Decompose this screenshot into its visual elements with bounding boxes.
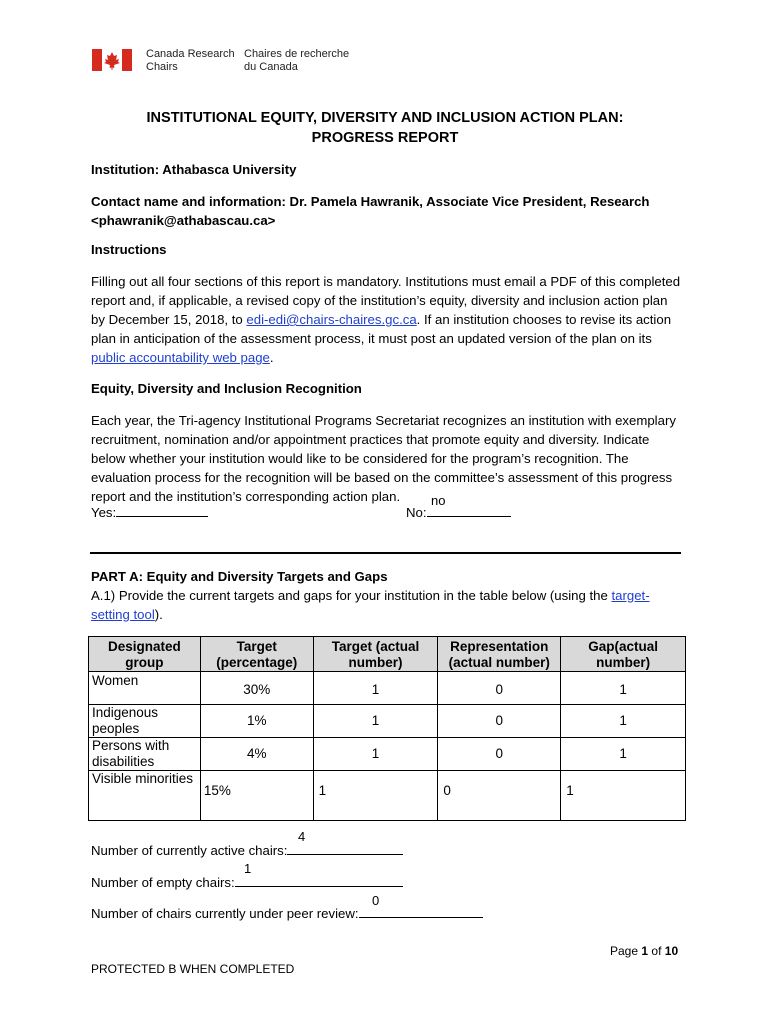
- cell-target-pct[interactable]: 15%: [200, 771, 313, 821]
- footer-classification: PROTECTED B WHEN COMPLETED: [91, 962, 295, 976]
- cell-target-pct[interactable]: 1%: [200, 705, 313, 738]
- part-a-instructions: A.1) Provide the current targets and gaps for your institution in the table below (using the target-setting tool).: [91, 588, 650, 622]
- header-target-number: Target (actual number): [313, 637, 438, 672]
- cell-group: Persons with disabilities: [89, 738, 201, 771]
- cell-gap[interactable]: 1: [561, 738, 686, 771]
- cell-target-pct[interactable]: 30%: [200, 672, 313, 705]
- peer-review-value: 0: [372, 893, 380, 908]
- no-answer-value: no: [431, 493, 446, 508]
- cell-representation[interactable]: 0: [438, 672, 561, 705]
- target-setting-tool-link[interactable]: target-setting tool: [91, 588, 650, 622]
- public-accountability-link[interactable]: public accountability web page: [91, 350, 270, 365]
- canada-flag-icon: [92, 49, 132, 71]
- yes-field[interactable]: Yes:: [91, 502, 208, 520]
- cell-gap[interactable]: 1: [561, 672, 686, 705]
- document-title: INSTITUTIONAL EQUITY, DIVERSITY AND INCLUSION ACTION PLAN: PROGRESS REPORT: [146, 110, 624, 146]
- recognition-paragraph: Each year, the Tri-agency Institutional Programs Secretariat recognizes an institution with exemplary recruitment, nomination and/or appointment practices that promote equity and diversity. Indicate below whether your institution would like to be considered for the program’s recognition. The evaluation process for the recognition will be based on the committee’s assessment of this progress report and the institution’s corresponding action plan.: [91, 413, 676, 504]
- active-chairs-value: 4: [298, 829, 306, 844]
- empty-chairs-value: 1: [244, 861, 252, 876]
- header-representation: Representation (actual number): [438, 637, 561, 672]
- table-row: [89, 672, 686, 705]
- instructions-paragraph: Filling out all four sections of this report is mandatory. Institutions must email a PDF of this completed report and, if applicable, a revised copy of the institution’s equity, diversity and inclusion action plan by December 15, 2018, to edi-edi@chairs-chaires.gc.ca. If an institution chooses to revise its action plan in anticipation of the assessment process, it must post an updated version of the plan on its public accountability web page.: [91, 274, 681, 365]
- logo-text-french: Chaires de recherche du Canada: [244, 48, 350, 73]
- contact-line: Contact name and information: Dr. Pamela Hawranik, Associate Vice President, Research <phawranik@athabascau.ca>: [91, 194, 650, 228]
- institution-line: Institution: Athabasca University: [91, 162, 297, 177]
- header-designated-group: Designated group: [89, 637, 201, 672]
- email-link[interactable]: edi-edi@chairs-chaires.gc.ca: [246, 312, 417, 327]
- instructions-heading: Instructions: [91, 242, 167, 257]
- targets-gaps-table: [88, 636, 686, 821]
- cell-group: Visible minorities: [89, 771, 201, 821]
- table-row: [89, 705, 686, 738]
- header-gap: Gap(actual number): [561, 637, 686, 672]
- cell-target-pct[interactable]: 4%: [200, 738, 313, 771]
- table-row: [89, 738, 686, 771]
- logo-text-english: Canada Research Chairs: [146, 48, 235, 73]
- cell-target-num[interactable]: 1: [313, 738, 438, 771]
- table-row: [89, 771, 686, 821]
- cell-gap[interactable]: 1: [561, 705, 686, 738]
- peer-review-field[interactable]: Number of chairs currently under peer review:: [91, 903, 483, 921]
- cell-target-num[interactable]: 1: [313, 771, 438, 821]
- cell-group: Indigenous peoples: [89, 705, 201, 738]
- part-a-heading: PART A: Equity and Diversity Targets and Gaps: [91, 569, 388, 584]
- section-divider: [90, 552, 681, 554]
- no-field[interactable]: No:: [406, 502, 511, 520]
- cell-target-num[interactable]: 1: [313, 705, 438, 738]
- cell-target-num[interactable]: 1: [313, 672, 438, 705]
- cell-representation[interactable]: 0: [438, 705, 561, 738]
- header-target-percentage: Target (percentage): [200, 637, 313, 672]
- page-number: Page 1 of 10: [610, 944, 679, 958]
- cell-representation[interactable]: 0: [438, 738, 561, 771]
- recognition-heading: Equity, Diversity and Inclusion Recognition: [91, 381, 362, 396]
- cell-gap[interactable]: 1: [561, 771, 686, 821]
- cell-group: Women: [89, 672, 201, 705]
- active-chairs-field[interactable]: Number of currently active chairs:: [91, 840, 403, 858]
- cell-representation[interactable]: 0: [438, 771, 561, 821]
- empty-chairs-field[interactable]: Number of empty chairs:: [91, 872, 403, 890]
- table-header-row: [89, 637, 686, 672]
